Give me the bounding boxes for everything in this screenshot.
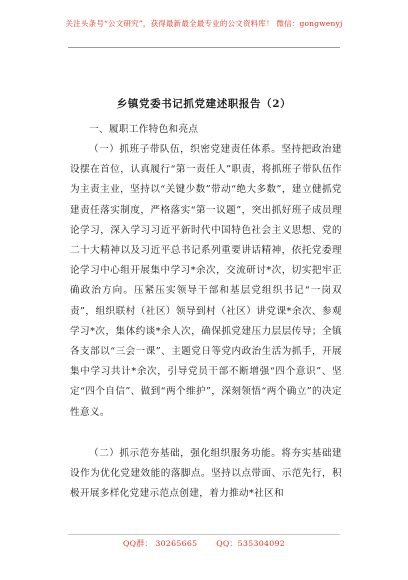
paragraph-1: （一）抓班子带队伍，织密党建责任体系。坚持把政治建设摆在首位，认真履行“第一责任人”职责，将抓班子带队伍作为主责主业，坚持以“关键少数”带动“绝大多数”，建立健抓党建责任落实制度，严格落实“第一议题”，突出抓好班子成员理论学习，深入学习习近平新时代中国特色社会主义思想、党的二十大精神以及习近平总书记系列重要讲话精神，依托党委理论学习中心组开展集中学习*余次，交流研讨*次，切实把牢正确政治方向。压紧压实领导干部和基层党组织书记“一岗双责”，组织联村（社区）领导到村（社区）讲党课*余次、参观学习*次，集体约谈*余人次，确保抓党建压力层层传导；全镇各支部以“三会一课”、主题党日等党内政治生活为抓手，开展集中学习共计*余次，引导党员干部不断增强“四个意识”、坚定“四个自信”、做到“两个维护”，深刻领悟“两个确立”的决定性意义。 [70, 144, 342, 418]
header-divider [68, 47, 340, 48]
section-heading: 一、履职工作特色和亮点 [89, 124, 199, 135]
paragraph-2: （二）抓示范夯基础，强化组织服务功能。将夯实基础建设作为优化党建效能的落脚点。坚持以点带面、示范先行，积极开展多样化党建示范点创建，着力推动*社区和 [70, 448, 342, 500]
footer-qq-group: QQ群： 30265665 [122, 539, 198, 548]
document-title: 乡镇党委书记抓党建述职报告（2） [116, 98, 292, 110]
footer-contact [0, 538, 408, 549]
footer-divider [68, 534, 340, 535]
footer-qq-number: QQ：535304092 [216, 539, 286, 548]
header-promo-text: 关注头条号“公文研究”，获得最新最全最专业的公文资料库！ 微信：gongwenyj [65, 19, 343, 28]
